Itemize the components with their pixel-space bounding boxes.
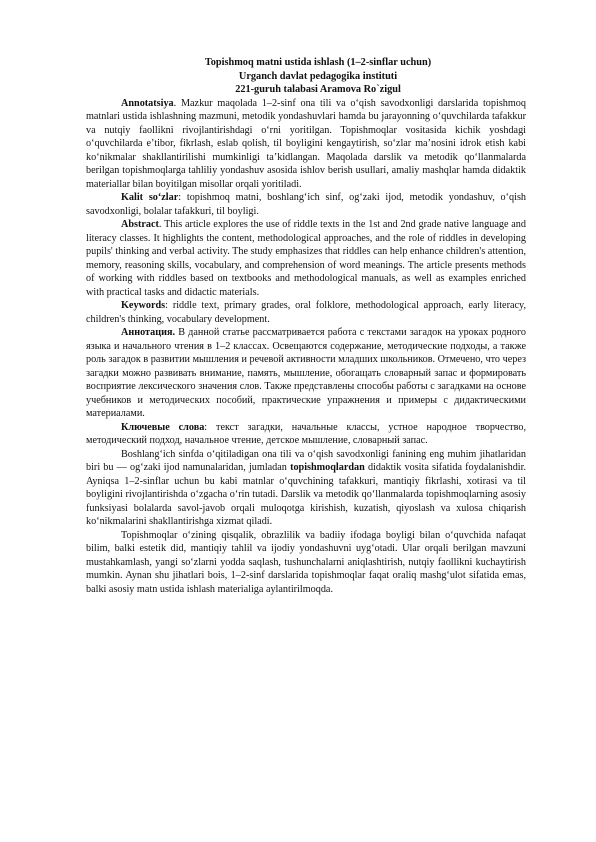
keywords-ru bbox=[86, 421, 526, 448]
keywords-en-text: : riddle text, primary grades, oral folklore, methodological approach, early literacy, children's thinking, vocabulary development. bbox=[86, 300, 526, 325]
keywords-en-lead: Keywords bbox=[121, 300, 166, 311]
institution-name: Urganch davlat pedagogika instituti bbox=[238, 70, 398, 82]
body-paragraph-1 bbox=[86, 448, 526, 529]
annotation-ru-text: В данной статье рассматривается работа с текстами загадок на уроках родного языка и начального чтения в 1–2 классах. Освещаются содержание, методические подходы, а также роль загадок в развитии мышления и речевой активности младших школьников. Отмечено, что через загадки можно развивать внимание, память, мышление, обогащать словарный запас и формировать восприятие лексического значения слов. Также представлены способы работы с загадками на основе учебников и методических пособий, практические упражнения и примеры с дидактическими материалами. bbox=[86, 327, 526, 419]
keywords-ru-lead: Ключевые слова bbox=[121, 421, 205, 433]
article-title: Topishmoq matni ustida ishlash (1–2-sinflar uchun) bbox=[204, 57, 432, 68]
body-1-after: didaktik vosita sifatida foydalanishdir. Ayniqsa 1–2-sinflar uchun bu kabi matnlar o‘quvchining tafakkuri, mantiqiy fikrlashi, xotirasi va til boyligini rivojlantirishda o‘zgacha o‘rin tutadi. Darslik va metodik qo‘llanmalarda topishmoqlarning asosiy funksiyasi bolalarda savol-javob orqali muloqotga kirishish, kuzatish, qiyoslash va xulosa chiqarish ko‘nikmalarini shakllantirishga xizmat qiladi. bbox=[86, 462, 526, 527]
abstract-en-text: . This article explores the use of riddle texts in the 1st and 2nd grade native language and literacy classes. It highlights the content, methodological approaches, and the role of riddles in developing pupils' thinking and verbal activity. The study emphasizes that riddles can help enhance children's attention, memory, reasoning skills, vocabulary, and comprehension of word meanings. The article presents methods of working with riddles based on textbooks and methodological manuals, as well as examples enriched with practical tasks and didactic materials. bbox=[86, 219, 526, 298]
annotation-ru bbox=[86, 326, 526, 421]
abstract-en-lead: Abstract bbox=[121, 219, 159, 230]
author-line: 221-guruh talabasi Aramova Ro`zigul bbox=[235, 84, 401, 95]
abstract-en bbox=[86, 218, 526, 299]
document-page bbox=[86, 56, 526, 596]
keywords-ru-text: : текст загадки, начальные классы, устное народное творчество, методический подход, начальное чтение, детское мышление, словарный запас. bbox=[86, 421, 526, 446]
keywords-en bbox=[86, 299, 526, 326]
keywords-uz bbox=[86, 191, 526, 218]
annotation-uz-lead: Annotatsiya bbox=[121, 97, 174, 109]
body-1-before: Boshlang‘ich sinfda o‘qitiladigan ona tili va o‘qish savodxonligi fanining eng muhim jihatlaridan biri bu — og‘zaki ijod namunalaridan, jumladan bbox=[86, 448, 526, 473]
annotation-uz-text: . Mazkur maqolada 1–2-sinf ona tili va o‘qish savodxonligi darslarida topishmoq matnlari ustida ishlashning mazmuni, metodik yondashuvlari hamda bu jarayonning o‘quvchilarda tafakkur va nutqiy faollikni rivojlantirishdagi o‘rni yoritilgan. Topishmoqlar vositasida kichik yoshdagi o‘quvchilarda e’tibor, fikrlash, eslab qolish, til boyligini kengaytirish, so‘zlar ma’nosini idrok etish kabi ko‘nikmalar shakllantirilishi mumkinligi ta’kidlangan. Maqolada darslik va metodik qo‘llanmalarda berilgan topishmoqlarga tahliliy yondashuv asosida ishlov berish usullari, amaliy mashqlar hamda didaktik materiallar bilan boyitilgan misollar orqali yoritiladi. bbox=[86, 97, 526, 190]
keywords-uz-lead: Kalit so‘zlar bbox=[121, 192, 179, 203]
keywords-uz-text: : topishmoq matni, boshlang‘ich sinf, og‘zaki ijod, metodik yondashuv, o‘qish savodxonligi, bolalar tafakkuri, til boyligi. bbox=[86, 192, 527, 217]
annotation-ru-lead: Аннотация. bbox=[121, 327, 176, 338]
body-paragraph-2: Topishmoqlar o‘zining qisqalik, obrazlilik va badiiy ifodaga boyligi bilan o‘quvchida nafaqat bilim, balki estetik did, mantiqiy tahlil va ijodiy yondashuvni uyg‘otadi. Ular orqali berilgan mavzuni mustahkamlash, yangi so‘zlarni yodda saqlash, tushunchalarni aniqlashtirish, nutqiy faollikni kuchaytirish mumkin. Aynan shu jihatlari bois, 1–2-sinf darslarida topishmoqlar faqat oraliq mashg‘ulot sifatida emas, balki asosiy matn ustida ishlash materialiga aylantirilmoqda. bbox=[86, 529, 526, 595]
body-1-bold: topishmoqlardan bbox=[290, 462, 365, 473]
annotation-uz bbox=[86, 97, 526, 192]
